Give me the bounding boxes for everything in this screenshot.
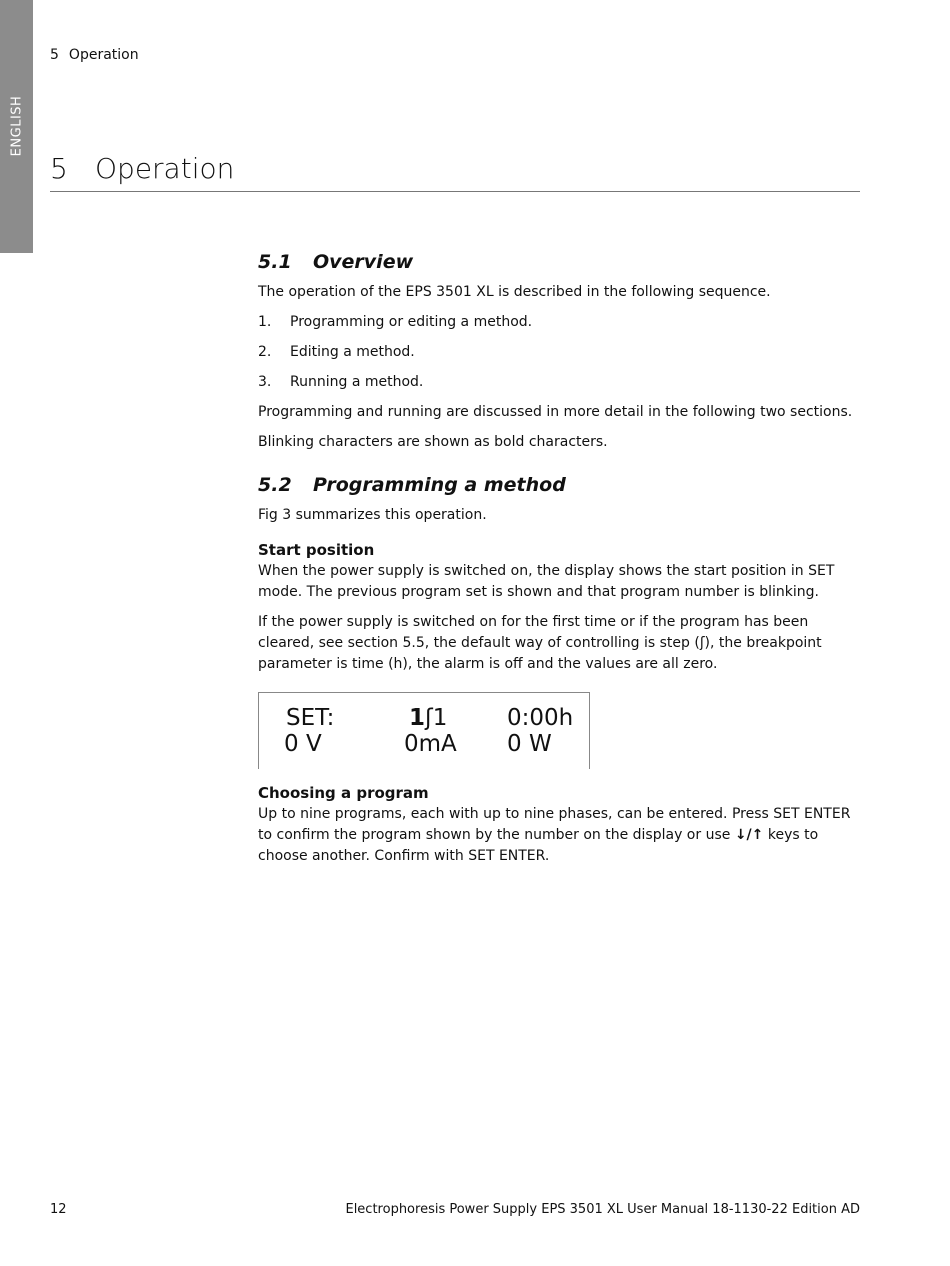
overview-intro: The operation of the EPS 3501 XL is described in the following sequence.: [258, 284, 771, 300]
display-step-symbol: ʃ1: [425, 705, 448, 731]
steps-list: [258, 312, 860, 393]
overview-paragraph: Programming and running are discussed in more detail in the following two sections.: [258, 404, 853, 420]
display-program-number: 1: [409, 705, 426, 731]
language-label: ENGLISH: [9, 95, 25, 157]
running-header: [50, 47, 139, 63]
list-item-number: 3.: [258, 374, 272, 390]
arrow-keys-icon: ↓/↑: [734, 827, 764, 843]
list-item: [258, 372, 860, 393]
list-item-number: 1.: [258, 314, 272, 330]
start-position-paragraph: When the power supply is switched on, the display shows the start position in SET mode. The previous program set is shown and that program number is blinking.: [258, 563, 835, 600]
overview-paragraph: Blinking characters are shown as bold characters.: [258, 434, 608, 450]
start-position-paragraph: If the power supply is switched on for the first time or if the program has been cleared, see section 5.5, the default way of controlling is step (ʃ), the breakpoint parameter is time (h), the alarm is off and the values are all zero.: [258, 614, 822, 672]
display-time: 0:00h: [507, 705, 574, 731]
list-item-text: Programming or editing a method.: [290, 314, 533, 330]
start-position-heading: Start position: [258, 541, 375, 559]
section-number: 5.2: [258, 474, 292, 496]
section-heading-overview: [258, 248, 860, 276]
main-content: [258, 248, 860, 876]
list-item: [258, 312, 860, 333]
section-number: 5.1: [258, 251, 292, 273]
list-item: [258, 342, 860, 363]
running-header-number: 5: [50, 47, 59, 63]
section-title: Overview: [313, 251, 414, 273]
section-heading-programming: [258, 471, 860, 499]
choosing-program-paragraph: [258, 804, 860, 867]
chapter-number: 5: [50, 152, 68, 185]
display-set-label: SET:: [286, 705, 335, 731]
page-number: 12: [50, 1202, 67, 1217]
display-power: 0 W: [507, 731, 552, 757]
language-tab: [0, 0, 33, 253]
list-item-text: Running a method.: [290, 374, 424, 390]
display-voltage: 0 V: [284, 731, 322, 757]
running-header-title: Operation: [68, 47, 139, 63]
footer-text: Electrophoresis Power Supply EPS 3501 XL User Manual 18-1130-22 Edition AD: [345, 1202, 860, 1217]
list-item-text: Editing a method.: [290, 344, 415, 360]
choosing-program-heading: Choosing a program: [258, 784, 429, 802]
chapter-title: [50, 152, 860, 192]
programming-intro: Fig 3 summarizes this operation.: [258, 507, 487, 523]
display-current: 0mA: [404, 731, 457, 757]
section-title: Programming a method: [313, 474, 566, 496]
choosing-text-after: keys to choose another. Confirm with SET ENTER.: [258, 827, 819, 864]
display-program: [409, 705, 447, 731]
lcd-display: [258, 692, 590, 769]
chapter-title-text: Operation: [95, 152, 235, 185]
choosing-text-before: Up to nine programs, each with up to nine phases, can be entered. Press SET ENTER to confirm the program shown by the number on the display or use: [258, 806, 851, 843]
list-item-number: 2.: [258, 344, 272, 360]
